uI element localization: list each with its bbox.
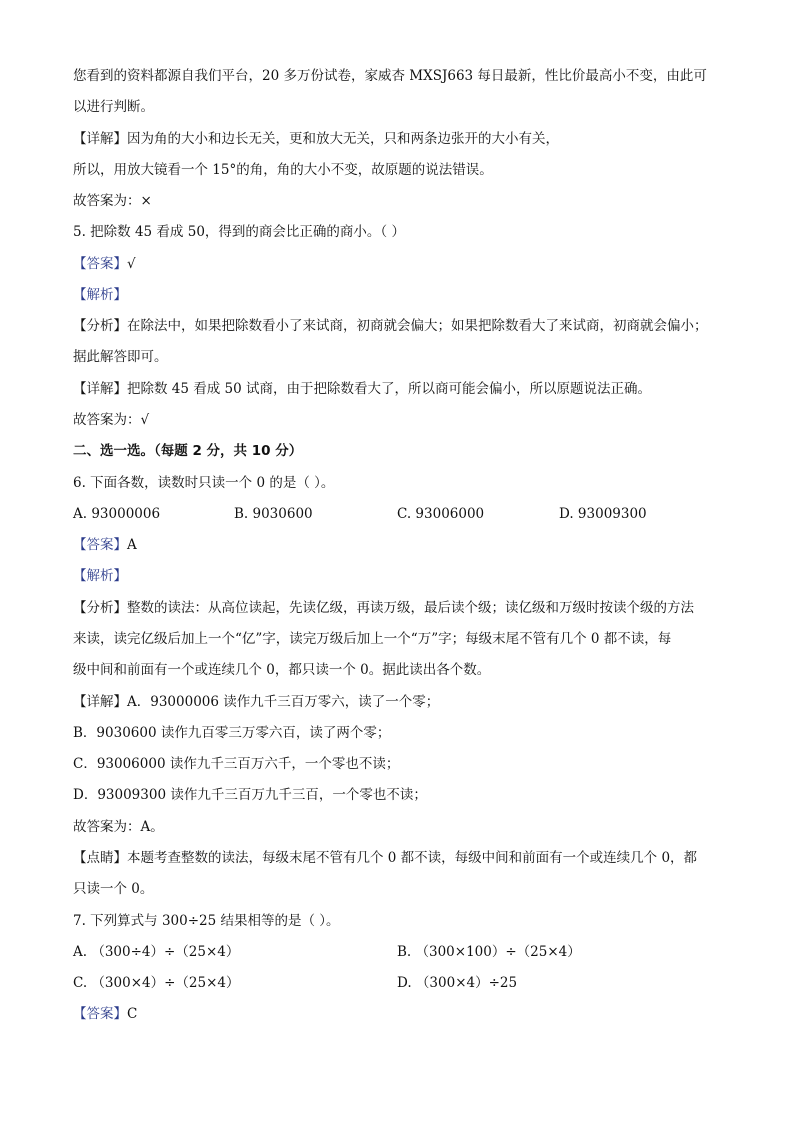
- q4-detail-line-2: 所以，用放大镜看一个 15°的角，角的大小不变，故原题的说法错误。: [73, 162, 493, 178]
- q6-answer: [73, 535, 137, 555]
- q6-question: 6. 下面各数，读数时只读一个 0 的是（ ）。: [73, 475, 335, 491]
- q6-detail: [73, 692, 439, 712]
- detail-tag: 【详解】: [73, 381, 127, 397]
- dianjing-text: 本题考查整数的读法，每级末尾不管有几个 0 都不读，每级中间和前面有一个或连续几个 0，都: [127, 850, 698, 866]
- q4-detail: [73, 129, 559, 149]
- q6-fenxi: [73, 598, 694, 618]
- q5-question: 5. 把除数 45 看成 50，得到的商会比正确的商小。（ ）: [73, 224, 405, 240]
- q6-fenxi-line-2: 来读，读完亿级后加上一个“亿”字，读完万级后加上一个“万”字；每级末尾不管有几个 0 都不读，每: [73, 631, 672, 647]
- q5-answer: [73, 254, 136, 274]
- header-line-2: 以进行判断。: [73, 99, 154, 115]
- answer-tag: 【答案】: [73, 1006, 127, 1022]
- dianjing-tag: 【点睛】: [73, 850, 127, 866]
- q7-option-a: A. （300÷4）÷（25×4）: [73, 944, 240, 960]
- q5-analysis-tag: 【解析】: [73, 287, 127, 303]
- answer-value: A: [127, 537, 137, 553]
- q6-option-d: D. 93009300: [559, 506, 647, 522]
- fenxi-text: 整数的读法：从高位读起，先读亿级，再读万级，最后读个级；读亿级和万级时按读个级的方法: [127, 600, 694, 616]
- q6-dianjing-line-2: 只读一个 0。: [73, 881, 154, 897]
- q5-fenxi: [73, 316, 708, 336]
- detail-text: 把除数 45 看成 50 试商，由于把除数看大了，所以商可能会偏小，所以原题说法正确。: [127, 381, 652, 397]
- q7-question: 7. 下列算式与 300÷25 结果相等的是（ ）。: [73, 913, 340, 929]
- answer-value: C: [127, 1006, 138, 1022]
- fenxi-tag: 【分析】: [73, 600, 127, 616]
- q6-analysis-tag: 【解析】: [73, 568, 127, 584]
- q7-option-d: D. （300×4）÷25: [397, 975, 518, 991]
- answer-tag: 【答案】: [73, 256, 127, 272]
- q5-answer-line: 故答案为：√: [73, 412, 150, 428]
- fenxi-text: 在除法中，如果把除数看小了来试商，初商就会偏大；如果把除数看大了来试商，初商就会偏小；: [127, 318, 708, 334]
- answer-tag: 【答案】: [73, 537, 127, 553]
- q6-detail-d: D．93009300 读作九千三百万九千三百，一个零也不读；: [73, 787, 427, 803]
- detail-tag: 【详解】: [73, 131, 127, 147]
- q7-option-c: C. （300×4）÷（25×4）: [73, 975, 240, 991]
- detail-text: A．93000006 读作九千三百万零六，读了一个零；: [127, 694, 440, 710]
- detail-tag: 【详解】: [73, 694, 127, 710]
- q6-fenxi-line-3: 级中间和前面有一个或连续几个 0，都只读一个 0。据此读出各个数。: [73, 662, 491, 678]
- header-line-1: 您看到的资料都源自我们平台，20 多万份试卷，家威杏 MXSJ663 每日最新，性比价最高小不变，由此可: [73, 68, 707, 84]
- q6-detail-c: C．93006000 读作九千三百万六千，一个零也不读；: [73, 756, 400, 772]
- fenxi-tag: 【分析】: [73, 318, 127, 334]
- q4-answer-line: 故答案为：×: [73, 193, 152, 209]
- q6-option-a: A. 93000006: [73, 506, 161, 522]
- q6-answer-line: 故答案为：A。: [73, 819, 164, 835]
- q6-dianjing: [73, 848, 697, 868]
- q5-fenxi-line-2: 据此解答即可。: [73, 349, 168, 365]
- q7-option-b: B. （300×100）÷（25×4）: [397, 944, 581, 960]
- answer-value: √: [127, 256, 136, 272]
- q7-answer: [73, 1004, 137, 1024]
- q5-detail: [73, 379, 651, 399]
- q6-option-b: B. 9030600: [234, 506, 313, 522]
- section-2-title: 二、选一选。（每题 2 分，共 10 分）: [73, 443, 303, 459]
- q6-detail-b: B．9030600 读作九百零三万零六百，读了两个零；: [73, 725, 391, 741]
- detail-text: 因为角的大小和边长无关，更和放大无关，只和两条边张开的大小有关，: [127, 131, 559, 147]
- q6-option-c: C. 93006000: [397, 506, 485, 522]
